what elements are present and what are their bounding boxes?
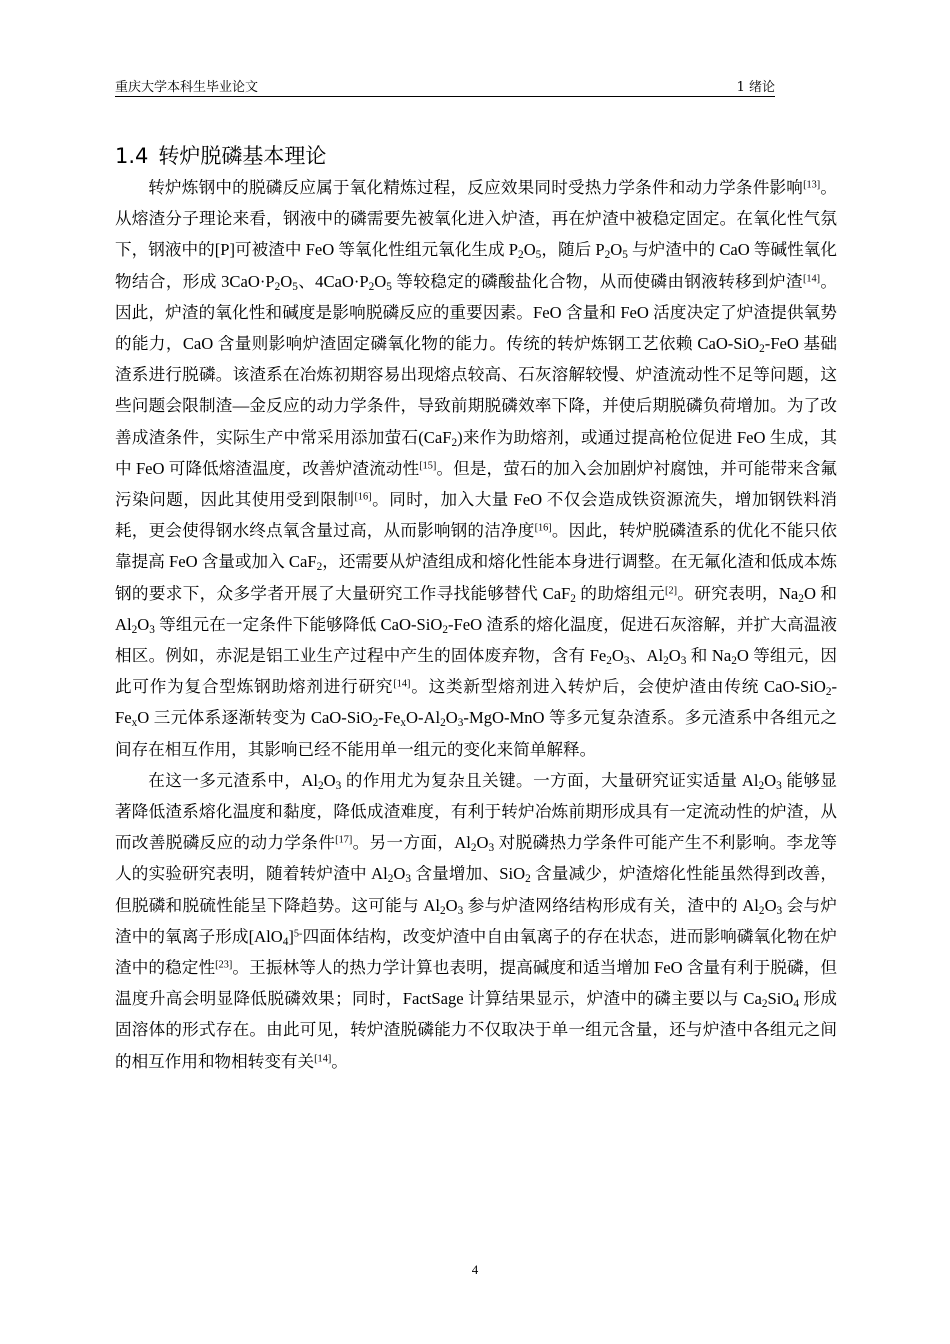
- citation-superscript: [17]: [335, 834, 353, 846]
- subscript: 2: [758, 779, 765, 792]
- subscript: 2: [451, 436, 458, 449]
- subscript: 2: [440, 904, 446, 917]
- text-run: O: [280, 271, 293, 291]
- text-run: ]: [288, 926, 294, 946]
- text-run: O: [323, 770, 336, 790]
- text-run: 。因此，转炉脱磷渣系的优化不能只依靠提高 FeO 含量或加入 CaF: [115, 521, 838, 572]
- paragraph-1: [115, 172, 837, 765]
- running-header: [115, 74, 775, 97]
- subscript: 5: [535, 249, 542, 262]
- text-run: O 等组元，因此可作为复合型炼钢助熔剂进行研究: [115, 646, 837, 697]
- text-run: ，还需要从炉渣组成和熔化性能本身进行调整。在无氟化渣和低成本炼钢的要求下，众多学者开展了大量研究工作寻找能够替代 CaF: [115, 552, 838, 603]
- text-run: O: [137, 614, 150, 634]
- text-run: )来作为助熔剂，或通过提高枪位促进 FeO 生成，其中 FeO 可降低熔渣温度，改善炉渣流动性: [115, 427, 837, 478]
- subscript: 3: [149, 623, 155, 636]
- subscript: 3: [623, 654, 630, 667]
- subscript: 2: [525, 873, 531, 886]
- text-run: -FeO 基础渣系进行脱磷。该渣系在冶炼初期容易出现熔点较高、石灰溶解较慢、炉渣流动性不足等问题，这些问题会限制渣—金反应的动力学条件，导致前期脱磷效率下降，并使后期脱磷负荷增加。为了改善成渣条件，实际生产中常采用添加萤石(CaF: [115, 334, 837, 447]
- subscript: x: [400, 717, 407, 730]
- text-run: 。同时，加入大量 FeO 不仅会造成铁资源流失，增加钢铁料消耗，更会使得钢水终点氧含量过高，从而影响钢的洁净度: [115, 490, 838, 541]
- subscript: 2: [316, 561, 323, 574]
- paragraph-2: [115, 765, 837, 1077]
- subscript: 3: [405, 873, 411, 886]
- citation-superscript: 5-: [293, 928, 303, 940]
- text-run: 与炉渣中的 CaO 等碱性氧化物结合，形成 3CaO·P: [115, 240, 837, 291]
- text-run: O-Al: [406, 708, 441, 728]
- text-run: 形成固溶体的形式存在。由此可见，转炉渣脱磷能力不仅取决于单一组元含量，还与炉渣中各组元之间的相互作用和物相转变有关: [115, 989, 837, 1071]
- citation-superscript: [23]: [215, 959, 233, 971]
- text-run: 。另一方面，Al: [352, 833, 471, 853]
- text-run: O: [445, 708, 458, 728]
- subscript: 2: [131, 623, 138, 636]
- section-number: 1.4: [115, 144, 149, 168]
- text-run: 能够显著降低渣系熔化温度和黏度，降低成渣难度，有利于转炉冶炼前期形成具有一定流动性的炉渣，从而改善脱磷反应的动力学条件: [115, 770, 837, 853]
- section-title-text: 转炉脱磷基本理论: [158, 144, 327, 168]
- text-run: O: [610, 240, 623, 260]
- text-run: O: [476, 833, 489, 853]
- subscript: 2: [317, 779, 324, 792]
- text-run: SiO: [767, 989, 794, 1009]
- subscript: 2: [274, 280, 281, 293]
- text-run: 参与炉渣网络结构形成有关，渣中的 Al: [463, 895, 759, 915]
- text-run: 四面体结构，改变炉渣中自由氧离子的存在状态，进而影响磷氧化物在炉渣中的稳定性: [115, 926, 837, 978]
- subscript: 2: [570, 592, 576, 605]
- subscript: 2: [761, 998, 768, 1011]
- subscript: 3: [680, 654, 687, 667]
- subscript: 3: [488, 842, 495, 855]
- citation-superscript: [16]: [354, 491, 372, 503]
- text-run: 。因此，炉渣的氧化性和碱度是影响脱磷反应的重要因素。FeO 含量和 FeO 活度决定了炉渣提供氧势的能力，CaO 含量则影响炉渣固定磷氧化物的能力。传统的转炉炼钢工艺依赖 CaO-SiO: [115, 271, 838, 354]
- text-run: O 和 Al: [115, 583, 837, 634]
- text-run: 等较稳定的磷酸盐化合物，从而使磷由钢液转移到炉渣: [391, 271, 803, 291]
- subscript: 2: [825, 686, 832, 699]
- subscript: 4: [282, 935, 289, 948]
- text-run: O: [523, 240, 536, 260]
- body-text: [115, 172, 837, 1077]
- text-run: 会与炉渣中的氧离子形成[AlO: [115, 895, 837, 946]
- page-number: 4: [471, 1262, 479, 1277]
- header-chapter: 1 绪论: [736, 80, 775, 95]
- text-run: 转炉炼钢中的脱磷反应属于氧化精炼过程，反应效果同时受热力学条件和动力学条件影响: [148, 178, 804, 197]
- text-run: 。从熔渣分子理论来看，钢液中的磷需要先被氧化进入炉渣，再在炉渣中被稳定固定。在氧化性气氛下，钢液中的[P]可被渣中 FeO 等氧化性组元氧化生成 P: [115, 178, 838, 260]
- subscript: 5: [292, 280, 298, 293]
- text-run: O: [445, 895, 458, 915]
- text-run: 等组元在一定条件下能够降低 CaO-SiO: [154, 614, 443, 634]
- text-run: 在这一多元渣系中，Al: [148, 770, 318, 790]
- text-run: 。王振林等人的热力学计算也表明，提高碱度和适当增加 FeO 含量有利于脱磷，但温度升高会明显降低脱磷效果；同时，FactSage 计算结果显示，炉渣中的磷主要以与 Ca: [115, 958, 838, 1009]
- subscript: 2: [798, 592, 804, 605]
- subscript: 3: [457, 717, 464, 730]
- subscript: 2: [731, 654, 737, 667]
- text-run: 。研究表明，Na: [677, 583, 799, 603]
- subscript: 2: [758, 904, 765, 917]
- subscript: 2: [470, 842, 477, 855]
- citation-superscript: [2]: [665, 584, 678, 596]
- subscript: 2: [606, 654, 612, 667]
- subscript: 3: [457, 904, 464, 917]
- text-run: -FeO 渣系的熔化温度，促进石灰溶解，并扩大高温液相区。例如，赤泥是铝工业生产过程中产生的固体废弃物，含有 Fe: [115, 614, 837, 666]
- text-run: O: [393, 864, 406, 884]
- subscript: 2: [440, 717, 446, 730]
- text-run: 。这类新型熔剂进入转炉后，会使炉渣由传统 CaO-SiO: [410, 677, 826, 697]
- citation-superscript: [14]: [802, 272, 821, 284]
- subscript: 2: [518, 249, 524, 262]
- subscript: 2: [604, 249, 611, 262]
- subscript: 5: [386, 280, 392, 293]
- text-run: 。: [331, 1051, 348, 1071]
- text-run: O: [611, 646, 624, 666]
- subscript: 5: [622, 249, 628, 262]
- section-heading: [115, 140, 326, 170]
- subscript: 2: [663, 654, 669, 667]
- text-run: O 三元体系逐渐转变为 CaO-SiO: [137, 708, 373, 728]
- text-run: 含量减少，炉渣熔化性能虽然得到改善，但脱磷和脱硫性能呈下降趋势。这可能与 Al: [115, 864, 837, 915]
- text-run: O: [374, 271, 387, 291]
- subscript: 2: [442, 623, 448, 636]
- citation-superscript: [15]: [419, 460, 437, 472]
- subscript: 2: [387, 873, 394, 886]
- text-run: 对脱磷热力学条件可能产生不利影响。李龙等人的实验研究表明，随着转炉渣中 Al: [115, 833, 838, 884]
- citation-superscript: [14]: [393, 678, 411, 690]
- text-run: 、4CaO·P: [297, 271, 369, 291]
- subscript: 2: [372, 717, 379, 730]
- text-run: 和 Na: [686, 646, 732, 666]
- text-run: O: [668, 646, 681, 666]
- subscript: 3: [776, 779, 782, 792]
- citation-superscript: [13]: [803, 179, 821, 191]
- citation-superscript: [14]: [314, 1053, 332, 1065]
- text-run: O: [764, 770, 777, 790]
- subscript: 4: [793, 998, 799, 1011]
- subscript: 3: [776, 904, 783, 917]
- text-run: -MgO-MnO 等多元复杂渣系。多元渣系中各组元之间存在相互作用，其影响已经不能用单一组元的变化来简单解释。: [115, 708, 837, 759]
- text-run: -Fe: [378, 708, 401, 728]
- text-run: ，随后 P: [541, 240, 605, 260]
- text-run: 的作用尤为复杂且关键。一方面，大量研究证实适量 Al: [341, 770, 759, 790]
- text-run: O: [764, 895, 777, 915]
- text-run: 、Al: [629, 646, 664, 666]
- text-run: 的助熔组元: [575, 583, 666, 603]
- text-run: -Fe: [115, 677, 837, 728]
- subscript: 3: [335, 779, 342, 792]
- text-run: 。但是，萤石的加入会加剧炉衬腐蚀，并可能带来含氟污染问题，因此其使用受到限制: [115, 458, 838, 510]
- citation-superscript: [16]: [534, 522, 552, 534]
- subscript: 2: [368, 280, 375, 293]
- text-run: 含量增加、SiO: [410, 864, 526, 884]
- subscript: x: [131, 717, 138, 730]
- header-thesis-title: 重庆大学本科生毕业论文: [115, 80, 259, 95]
- subscript: 2: [759, 342, 765, 355]
